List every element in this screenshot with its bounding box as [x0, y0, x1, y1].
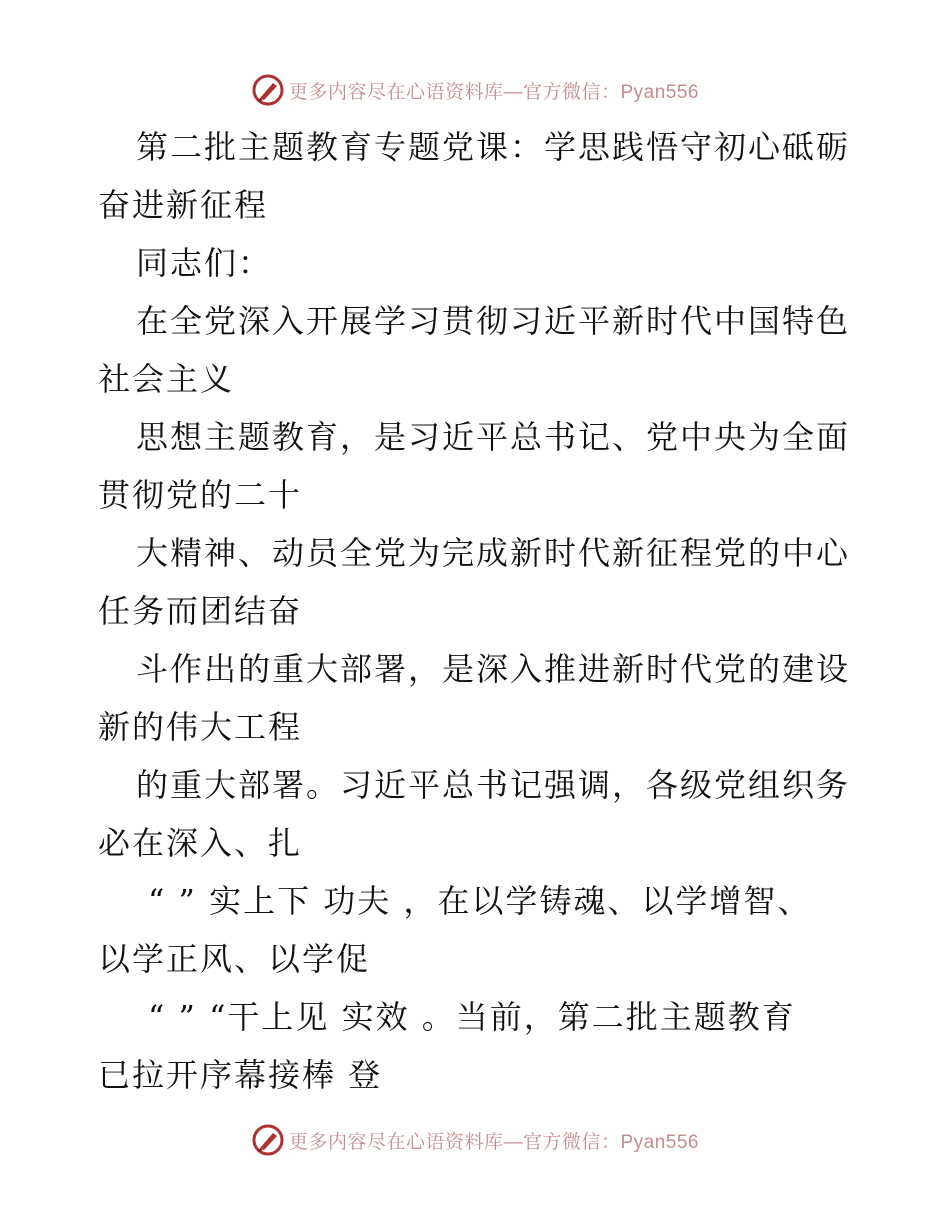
- doc-line: 的重大部署。习近平总书记强调，各级党组织务: [136, 766, 851, 804]
- doc-line: “ ” “干上见 实效 。当前，第二批主题教育: [148, 998, 796, 1036]
- doc-line: 必在深入、扎: [98, 824, 303, 862]
- doc-line: 以学正风、以学促: [98, 940, 371, 978]
- watermark-text: 更多内容尽在心语资料库—官方微信：Pyan556: [288, 81, 699, 103]
- watermark-text: 更多内容尽在心语资料库—官方微信：Pyan556: [288, 1131, 699, 1153]
- doc-line: 斗作出的重大部署，是深入推进新时代党的建设: [136, 650, 851, 688]
- footer-watermark: [0, 1120, 950, 1160]
- doc-line: 同志们：: [136, 244, 273, 282]
- doc-line: 大精神、动员全党为完成新时代新征程党的中心: [136, 534, 851, 572]
- doc-line: 贯彻党的二十: [98, 476, 303, 514]
- doc-line: 新的伟大工程: [98, 708, 303, 746]
- doc-line: 任务而团结奋: [98, 592, 303, 630]
- doc-line: 奋进新征程: [98, 186, 269, 224]
- doc-line: 第二批主题教育专题党课：学思践悟守初心砥砺: [136, 128, 851, 166]
- pen-logo-icon: [251, 1123, 285, 1157]
- pen-logo-icon: [251, 73, 285, 107]
- document-body: [98, 118, 858, 1104]
- header-watermark: [0, 70, 950, 110]
- doc-line: 在全党深入开展学习贯彻习近平新时代中国特色: [136, 302, 851, 340]
- doc-line: 社会主义: [98, 360, 235, 398]
- doc-line: 已拉开序幕接棒 登: [98, 1056, 383, 1094]
- doc-line: 思想主题教育，是习近平总书记、党中央为全面: [136, 418, 851, 456]
- doc-line: “ ” 实上下 功夫 ，在以学铸魂、以学增智、: [148, 882, 812, 920]
